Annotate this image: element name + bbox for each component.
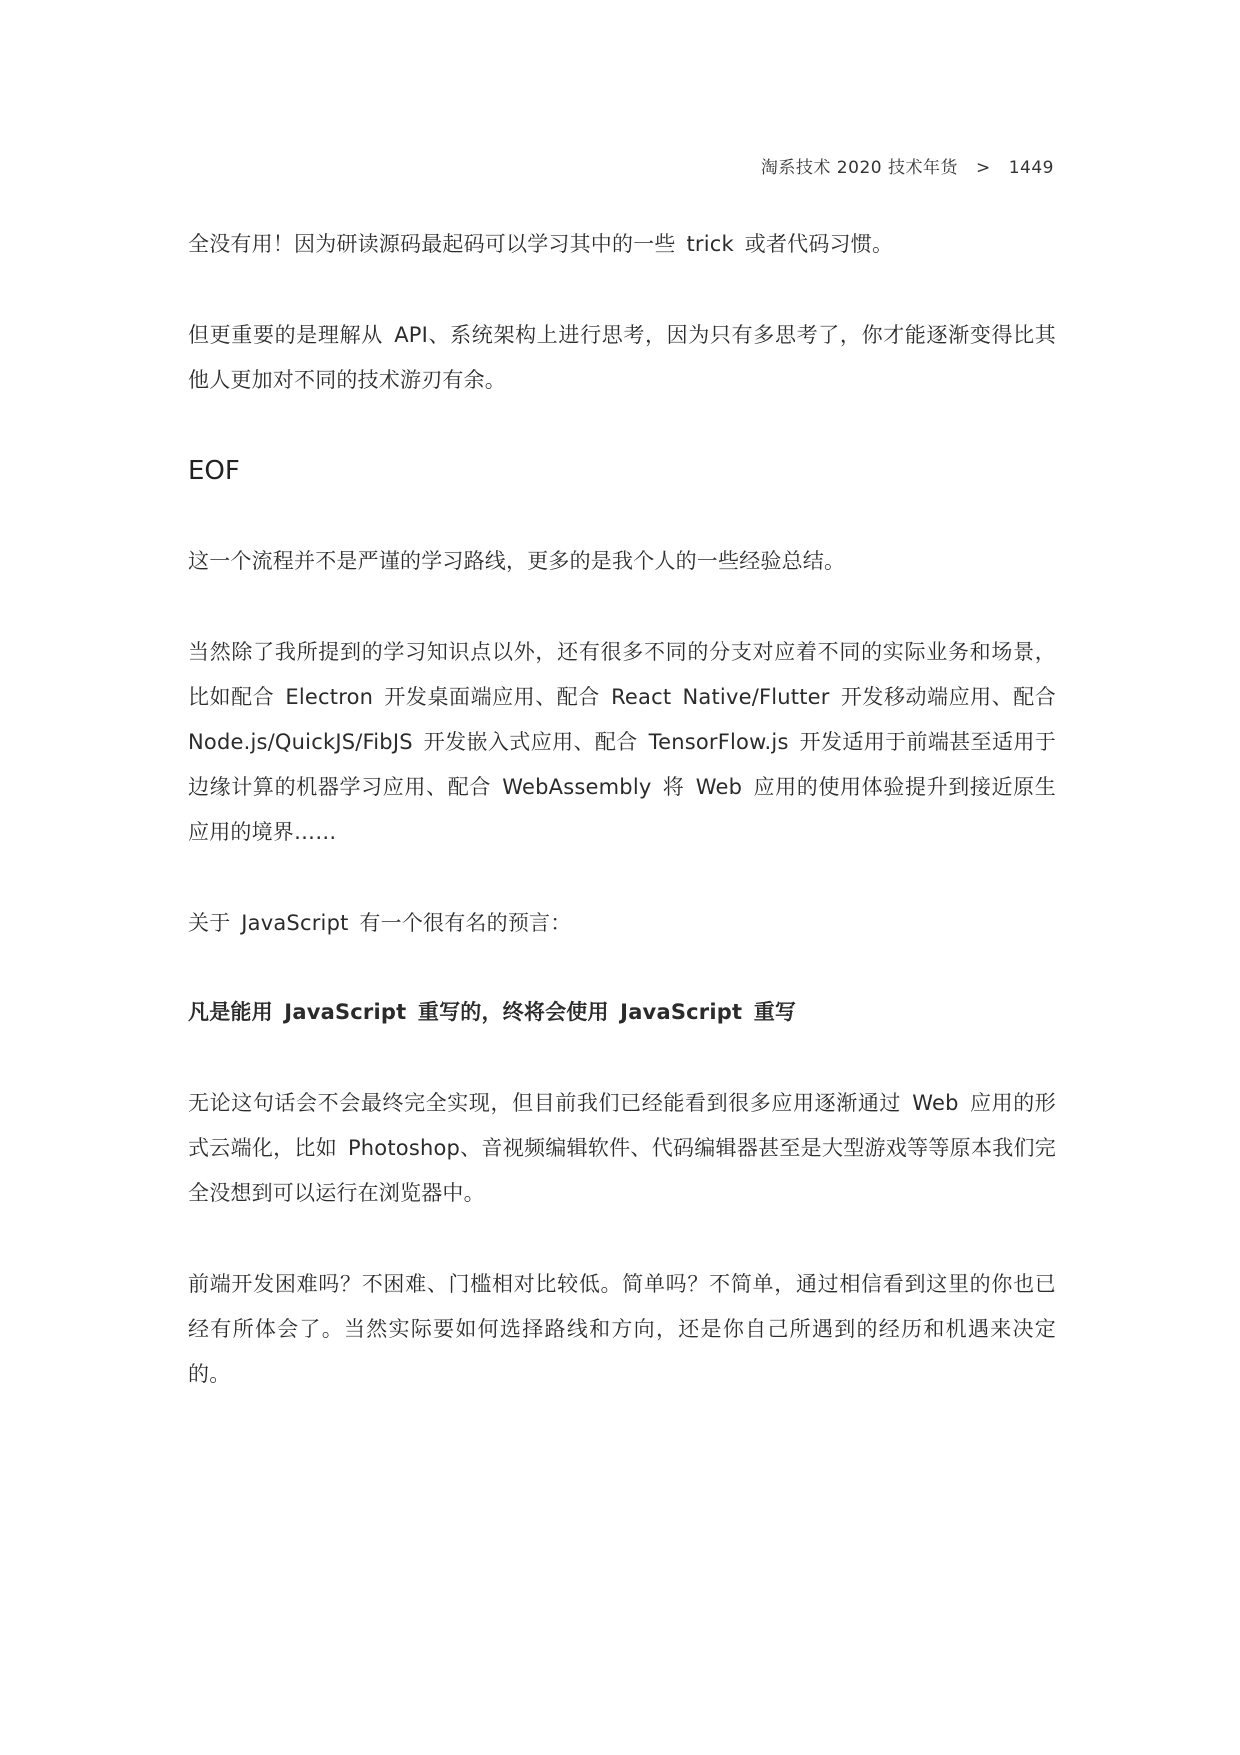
paragraph-3: 这一个流程并不是严谨的学习路线，更多的是我个人的一些经验总结。 xyxy=(188,549,846,573)
quote-bold: 凡是能用 JavaScript 重写的，终将会使用 JavaScript 重写 xyxy=(188,1000,797,1024)
paragraph-7: 前端开发困难吗？不困难、门槛相对比较低。简单吗？不简单，通过相信看到这里的你也已经有所体会了。当然实际要如何选择路线和方向，还是你自己所遇到的经历和机遇来决定的。 xyxy=(188,1272,1056,1386)
section-heading: EOF xyxy=(188,456,240,486)
paragraph-5: 关于 JavaScript 有一个很有名的预言： xyxy=(188,911,572,935)
page-number: 1449 xyxy=(1008,158,1054,178)
paragraph-4: 当然除了我所提到的学习知识点以外，还有很多不同的分支对应着不同的实际业务和场景，比如配合 Electron 开发桌面端应用、配合 React Native/Flutter 开发移动端应用、配合 Node.js/QuickJS/FibJS 开发嵌入式应用、配合 TensorFlow.js 开发适用于前端甚至适用于边缘计算的机器学习应用、配合 WebAssembly 将 Web 应用的使用体验提升到接近原生应用的境界…… xyxy=(188,640,1056,844)
running-header xyxy=(761,153,1054,178)
page-content xyxy=(188,222,1056,1397)
paragraph-2: 但更重要的是理解从 API、系统架构上进行思考，因为只有多思考了，你才能逐渐变得比其他人更加对不同的技术游刃有余。 xyxy=(188,323,1056,392)
header-separator: > xyxy=(975,158,991,178)
book-title: 淘系技术 2020 技术年货 xyxy=(760,158,958,178)
paragraph-6: 无论这句话会不会最终完全实现，但目前我们已经能看到很多应用逐渐通过 Web 应用的形式云端化，比如 Photoshop、音视频编辑软件、代码编辑器甚至是大型游戏等等原本我们完全没想到可以运行在浏览器中。 xyxy=(188,1091,1056,1205)
paragraph-1: 全没有用！因为研读源码最起码可以学习其中的一些 trick 或者代码习惯。 xyxy=(188,232,894,256)
